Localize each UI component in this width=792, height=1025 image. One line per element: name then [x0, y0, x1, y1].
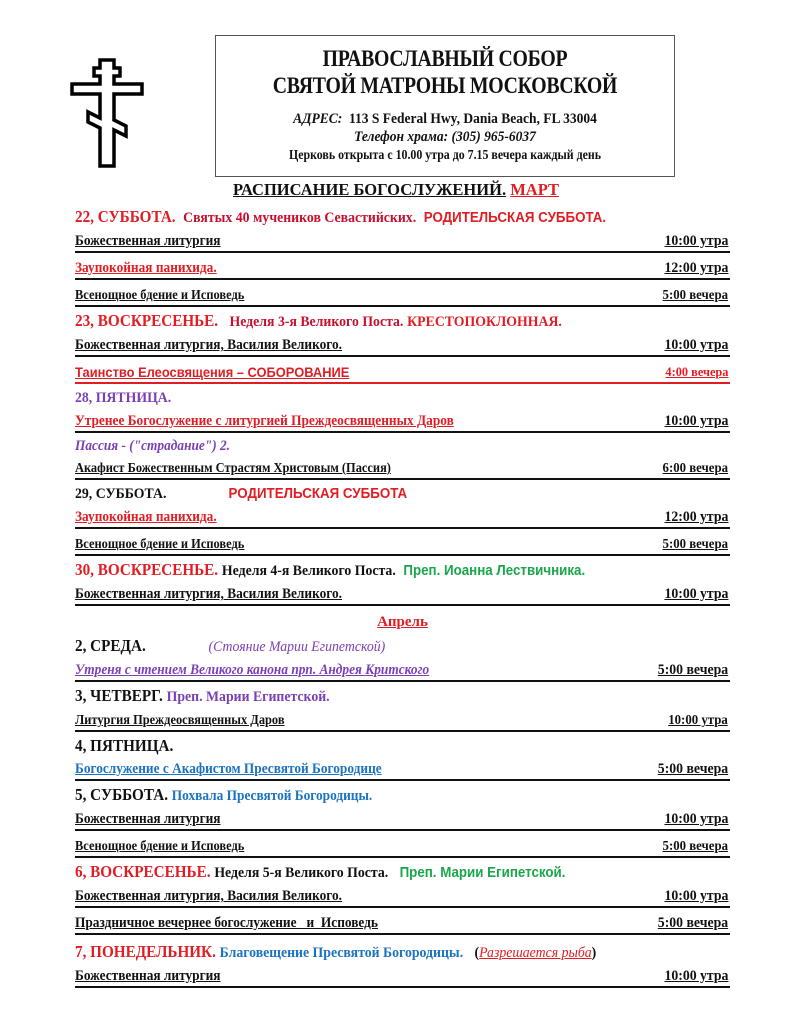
- service-time: 10:00 утра: [664, 968, 729, 984]
- service-time: 6:00 вечера: [662, 460, 729, 475]
- service-time: 5:00 вечера: [657, 761, 729, 777]
- service-time: 5:00 вечера: [662, 838, 729, 853]
- feast-label: Неделя 3-я Великого Поста.: [229, 314, 404, 330]
- service-row: [75, 807, 730, 831]
- service-row: [75, 708, 730, 732]
- note-label: Похвала Пресвятой Богородицы.: [171, 788, 373, 804]
- service-row: [75, 360, 730, 384]
- service-name: Божественная литургия, Василия Великого.: [75, 586, 343, 602]
- day-heading: [75, 206, 678, 229]
- day-label: 2, СРЕДА.: [75, 636, 146, 655]
- service-name: Божественная литургия, Василия Великого.: [75, 888, 343, 904]
- day-label: 7, ПОНЕДЕЛЬНИК.: [75, 942, 216, 961]
- service-time: 10:00 утра: [668, 712, 729, 727]
- schedule-title: [0, 180, 792, 200]
- service-name: Заупокойная панихида.: [75, 260, 217, 276]
- service-row: [75, 283, 730, 307]
- church-header-box: [215, 35, 675, 177]
- church-title-line1: ПРАВОСЛАВНЫЙ СОБОР: [322, 46, 568, 71]
- april-heading: Апрель: [377, 614, 428, 630]
- service-time: 10:00 утра: [664, 413, 729, 429]
- service-row: [75, 658, 730, 682]
- service-time: 10:00 утра: [664, 888, 729, 904]
- feast-label: Благовещение Пресвятой Богородицы.: [219, 945, 464, 961]
- day-label: 6, ВОСКРЕСЕНЬЕ.: [75, 862, 211, 881]
- address: [239, 110, 651, 128]
- service-name: Таинство Елеосвящения – СОБОРОВАНИЕ: [75, 364, 350, 380]
- service-time: 12:00 утра: [664, 509, 729, 525]
- service-name: Божественная литургия: [75, 233, 221, 249]
- feast-label: Неделя 4-я Великого Поста.: [221, 563, 396, 579]
- service-time: 5:00 вечера: [662, 287, 729, 302]
- day-label: 5, СУББОТА.: [75, 785, 168, 804]
- service-name: Богослужение с Акафистом Пресвятой Богородице: [75, 761, 382, 777]
- schedule-title-month: МАРТ: [510, 180, 559, 199]
- note-label: Преп. Иоанна Лествичника.: [403, 563, 586, 579]
- service-row: [75, 757, 730, 781]
- service-name: Утренее Богослужение с литургией Преждеосвященных Даров: [75, 413, 454, 429]
- service-name: Литургия Преждеосвященных Даров: [75, 712, 285, 727]
- day-label: 4, ПЯТНИЦА.: [75, 736, 174, 755]
- address-value: 113 S Federal Hwy, Dania Beach, FL 33004: [349, 111, 597, 127]
- note-label: КРЕСТОПОКЛОННАЯ.: [407, 314, 562, 330]
- note-label: Преп. Марии Египетской.: [166, 689, 330, 705]
- day-heading: [75, 735, 678, 757]
- service-name: Заупокойная панихида.: [75, 509, 217, 525]
- day-heading: [75, 635, 678, 658]
- service-row: [75, 229, 730, 253]
- day-heading: 7, ПОНЕДЕЛЬНИК. Благовещение Пресвятой Богородицы. (Разрешается рыба): [75, 942, 597, 961]
- day-heading: [75, 861, 678, 884]
- service-row: [75, 884, 730, 908]
- service-time: 10:00 утра: [664, 811, 729, 827]
- day-label: 29, СУББОТА.: [75, 486, 167, 502]
- orthodox-cross-icon: [70, 58, 144, 168]
- service-name: Божественная литургия, Василия Великого.: [75, 337, 343, 353]
- day-label: 28, ПЯТНИЦА.: [75, 390, 172, 406]
- service-row: [75, 333, 730, 357]
- note-label: РОДИТЕЛЬСКАЯ СУББОТА.: [423, 210, 607, 226]
- service-row: [75, 505, 730, 529]
- service-row: [75, 582, 730, 606]
- note-label: РОДИТЕЛЬСКАЯ СУББОТА: [228, 486, 408, 502]
- service-time: 10:00 утра: [664, 233, 729, 249]
- day-heading: [75, 310, 678, 333]
- address-label: АДРЕС:: [293, 111, 343, 127]
- day-heading: [75, 784, 678, 807]
- service-row: [75, 532, 730, 556]
- service-time: 10:00 утра: [664, 337, 729, 353]
- note-label: Разрешается рыба: [479, 945, 592, 961]
- day-heading: [75, 685, 678, 708]
- service-row: [75, 911, 730, 935]
- service-row: [75, 834, 730, 858]
- service-time: 5:00 вечера: [657, 662, 729, 678]
- service-row: [75, 256, 730, 280]
- service-name: Всенощное бдение и Исповедь: [75, 287, 245, 302]
- day-label: 3, ЧЕТВЕРГ.: [75, 686, 163, 705]
- service-row: [75, 456, 730, 480]
- service-time: 5:00 вечера: [657, 915, 729, 931]
- schedule-title-main: РАСПИСАНИЕ БОГОСЛУЖЕНИЙ.: [233, 180, 507, 199]
- service-name: Всенощное бдение и Исповедь: [75, 536, 245, 551]
- passion-note: Пассия - ("страдание") 2.: [75, 438, 231, 454]
- service-name: Праздничное вечернее богослужение и Исповедь: [75, 915, 378, 931]
- feast-label: Неделя 5-я Великого Поста.: [214, 865, 389, 881]
- service-name: Утреня с чтением Великого канона прп. Андрея Критского: [75, 662, 430, 678]
- note-label: (Стояние Марии Египетской): [208, 639, 386, 655]
- opening-hours: Церковь открыта с 10.00 утра до 7.15 вечера каждый день: [288, 147, 602, 162]
- feast-label: Святых 40 мучеников Севастийских.: [183, 210, 417, 226]
- service-name: Всенощное бдение и Исповедь: [75, 838, 245, 853]
- service-row: [75, 964, 730, 988]
- service-time: 4:00 вечера: [665, 364, 729, 379]
- phone: Телефон храма: (305) 965-6037: [354, 129, 536, 145]
- service-name: Акафист Божественным Страстям Христовым (Пассия): [75, 460, 391, 475]
- day-heading: [75, 483, 678, 505]
- service-name: Божественная литургия: [75, 811, 221, 827]
- service-row: [75, 409, 730, 433]
- day-label: 30, ВОСКРЕСЕНЬЕ.: [75, 560, 219, 579]
- day-label: 23, ВОСКРЕСЕНЬЕ.: [75, 311, 219, 330]
- schedule: [75, 204, 730, 991]
- service-time: 5:00 вечера: [662, 536, 729, 551]
- day-label: 22, СУББОТА.: [75, 207, 176, 226]
- church-title-line2: СВЯТОЙ МАТРОНЫ МОСКОВСКОЙ: [272, 73, 618, 98]
- day-heading: [75, 387, 678, 409]
- service-time: 10:00 утра: [664, 586, 729, 602]
- day-heading: [75, 559, 678, 582]
- service-name: Божественная литургия: [75, 968, 221, 984]
- service-time: 12:00 утра: [664, 260, 729, 276]
- note-label: Преп. Марии Египетской.: [399, 865, 566, 881]
